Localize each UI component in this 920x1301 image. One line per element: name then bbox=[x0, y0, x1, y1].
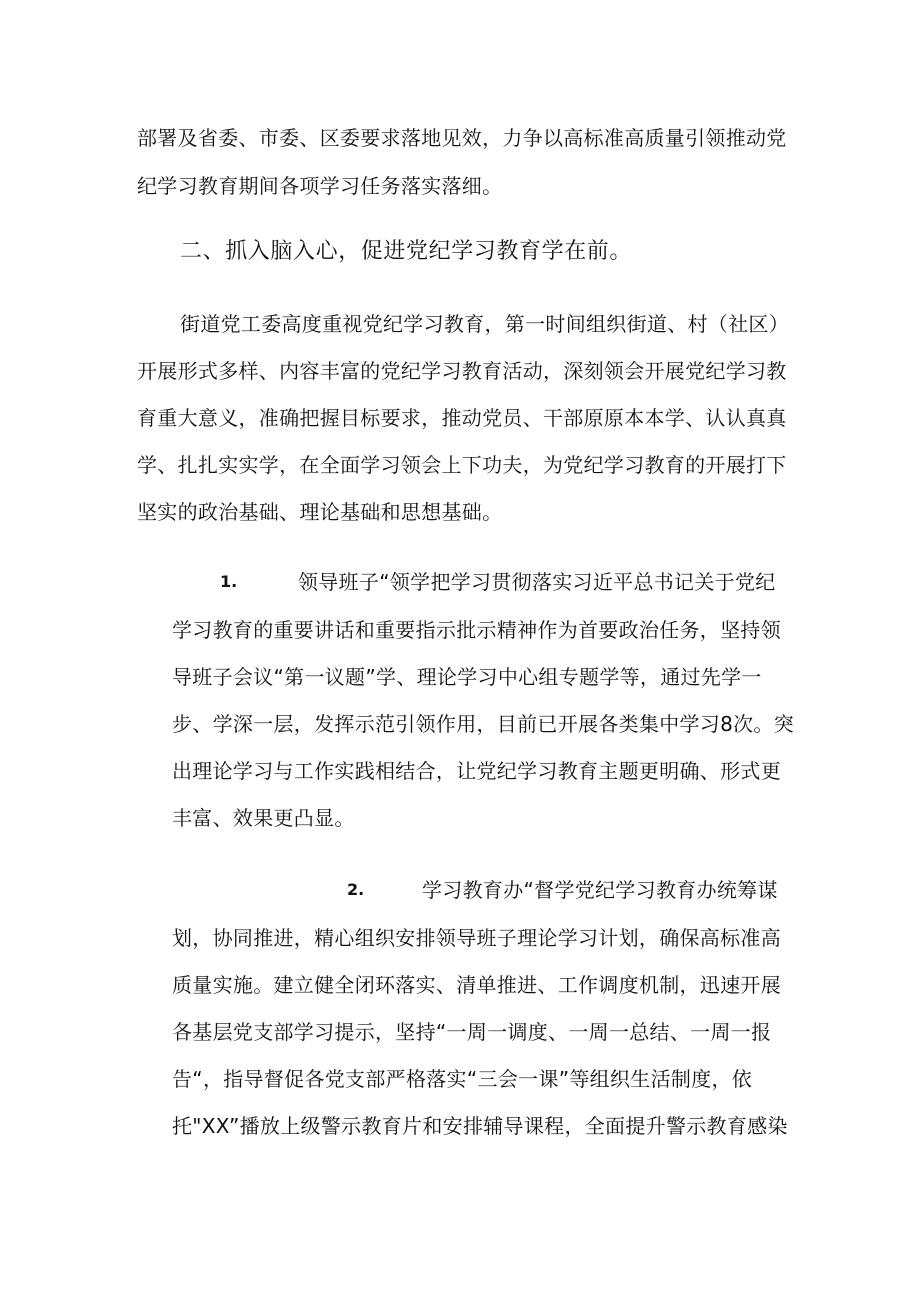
item-1-line-5: 出理论学习与工作实践相结合，让党纪学习教育主题更明确、形式更 bbox=[172, 759, 781, 783]
section-paragraph-line-4: 学、扎扎实实学，在全面学习领会上下功夫，为党纪学习教育的开展打下 bbox=[137, 453, 787, 477]
intro-line-2: 纪学习教育期间各项学习任务落实落细。 bbox=[137, 174, 503, 198]
item-1-line-1: 领导班子“领学把学习贯彻落实习近平总书记关于党纪 bbox=[298, 570, 776, 594]
item-2-line-3: 质量实施。建立健全闭环落实、清单推进、工作调度机制，迅速开展 bbox=[172, 973, 781, 997]
item-1-line-4: 步、学深一层，发挥示范引领作用，目前已开展各类集中学习8次。突 bbox=[172, 712, 795, 736]
item-1-line-3: 导班子会议“第一议题”学、理论学习中心组专题学等，通过先学一 bbox=[172, 665, 762, 689]
item-1-number: 1. bbox=[220, 572, 238, 591]
item-2-line-2: 划，协同推进，精心组织安排领导班子理论学习计划，确保高标准高 bbox=[172, 926, 781, 950]
item-2-number: 2. bbox=[347, 880, 365, 899]
item-1-line-2: 学习教育的重要讲话和重要指示批示精神作为首要政治任务，坚持领 bbox=[172, 618, 781, 642]
item-2-line-1: 学习教育办“督学党纪学习教育办统筹谋 bbox=[422, 878, 778, 902]
section-paragraph-line-1: 街道党工委高度重视党纪学习教育，第一时间组织街道、村（社区） bbox=[180, 312, 789, 336]
section-paragraph-line-5: 坚实的政治基础、理论基础和思想基础。 bbox=[137, 500, 503, 524]
section-paragraph-line-3: 育重大意义，准确把握目标要求，推动党员、干部原原本本学、认认真真 bbox=[137, 406, 787, 430]
item-2-line-4: 各基层党支部学习提示，坚持“一周一调度、一周一总结、一周一报 bbox=[172, 1020, 772, 1044]
intro-line-1: 部署及省委、市委、区委要求落地见效，力争以高标准高质量引领推动党 bbox=[137, 126, 787, 150]
section-heading: 二、抓入脑入心，促进党纪学习教育学在前。 bbox=[180, 239, 633, 264]
item-1-line-6: 丰富、效果更凸显。 bbox=[172, 806, 355, 830]
item-2-line-5: 告“，指导督促各党支部严格落实“三会一课”等组织生活制度，依 bbox=[172, 1067, 753, 1091]
item-2-line-6: 托"XX”播放上级警示教育片和安排辅导课程，全面提升警示教育感染 bbox=[172, 1114, 788, 1138]
section-paragraph-line-2: 开展形式多样、内容丰富的党纪学习教育活动，深刻领会开展党纪学习教 bbox=[137, 359, 787, 383]
